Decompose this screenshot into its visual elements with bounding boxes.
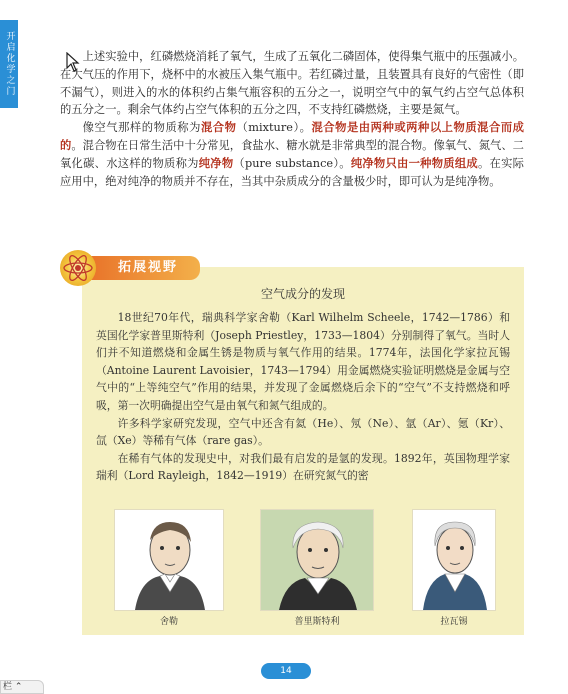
page-number: 14: [261, 663, 311, 679]
bottom-panel-tab-label: 栏: [3, 682, 13, 692]
portrait-lavoisier-image: [412, 509, 496, 611]
atom-icon: [60, 250, 96, 286]
portrait-scheele-image: [114, 509, 224, 611]
chevron-up-icon: ⌃: [14, 682, 23, 692]
main-body-text: [60, 48, 524, 190]
portrait-priestley-image: [260, 509, 374, 611]
portrait-scheele: [114, 509, 224, 627]
term-pure-substance: 纯净物: [198, 155, 234, 170]
extension-paragraph: 18世纪70年代，瑞典科学家舍勒（Karl Wilhelm Scheele，1742—1786）和英国化学家普里斯特利（Joseph Priestley，1733—1804）分别制得了氧气。当时人们并不知道燃烧和金属生锈是物质与氧气作用的结果。1774年，法国化学家拉瓦锡（Antoine Laurent Lavoisier，1743—1794）用金属燃烧实验证明燃烧是金属与空气中的“上等纯空气”作用的结果，并发现了金属燃烧后余下的“空气”不支持燃烧和呼吸，第一次明确提出空气是由氧气和氮气组成的。: [96, 311, 510, 412]
portrait-caption: 舍勒: [159, 617, 178, 627]
chapter-side-tab: [0, 20, 18, 108]
portrait-lavoisier: [412, 509, 496, 627]
extension-title: 空气成分的发现: [260, 287, 345, 301]
definition-pure-substance: 纯净物只由一种物质组成: [350, 155, 478, 170]
extension-reading-box: [82, 267, 524, 635]
paragraph-experiment-explanation: 上述实验中，红磷燃烧消耗了氧气，生成了五氧化二磷固体，使得集气瓶中的压强减小。在大气压的作用下，烧杯中的水被压入集气瓶中。若红磷过量，且装置具有良好的气密性（即不漏气），则进入的水的体积约占集气瓶容积的五分之一，说明空气中的氧气约占空气总体积的五分之一。剩余气体约占空气体积的五分之四，不支持红磷燃烧，主要是氮气。: [60, 50, 524, 117]
term-mixture: 混合物: [200, 120, 237, 135]
definition-mixture: 混合物是由两种或两种以上物质混合而成的: [60, 120, 524, 152]
chapter-side-tab-label: 开启化学之门: [4, 31, 15, 97]
portrait-caption: 普里斯特利: [294, 617, 340, 627]
extension-header: [56, 248, 236, 288]
paragraph-mixture-definition: 像空气那样的物质称为混合物（mixture）。混合物是由两种或两种以上物质混合而成的。混合物在日常生活中十分常见，食盐水、糖水就是非常典型的混合物。像氧气、氮气、二氧化碳、水这样的物质称为纯净物（pure substance）。纯净物只由一种物质组成。在实际应用中，绝对纯净的物质并不存在，当其中杂质成分的含量极少时，即可认为是纯净物。: [60, 120, 524, 188]
extension-paragraph: 许多科学家研究发现，空气中还含有氦（He）、氖（Ne）、氩（Ar）、氪（Kr）、氙（Xe）等稀有气体（rare gas）。: [96, 416, 510, 448]
portrait-caption: 拉瓦锡: [440, 617, 468, 627]
extension-text: [96, 309, 510, 485]
extension-paragraph: 在稀有气体的发现史中，对我们最有启发的是氩的发现。1892年，英国物理学家瑞利（Lord Rayleigh，1842—1919）在研究氮气的密: [96, 451, 510, 483]
bottom-panel-tab[interactable]: [0, 680, 44, 694]
portrait-priestley: [260, 509, 374, 627]
extension-header-label: 拓展视野: [90, 256, 200, 280]
